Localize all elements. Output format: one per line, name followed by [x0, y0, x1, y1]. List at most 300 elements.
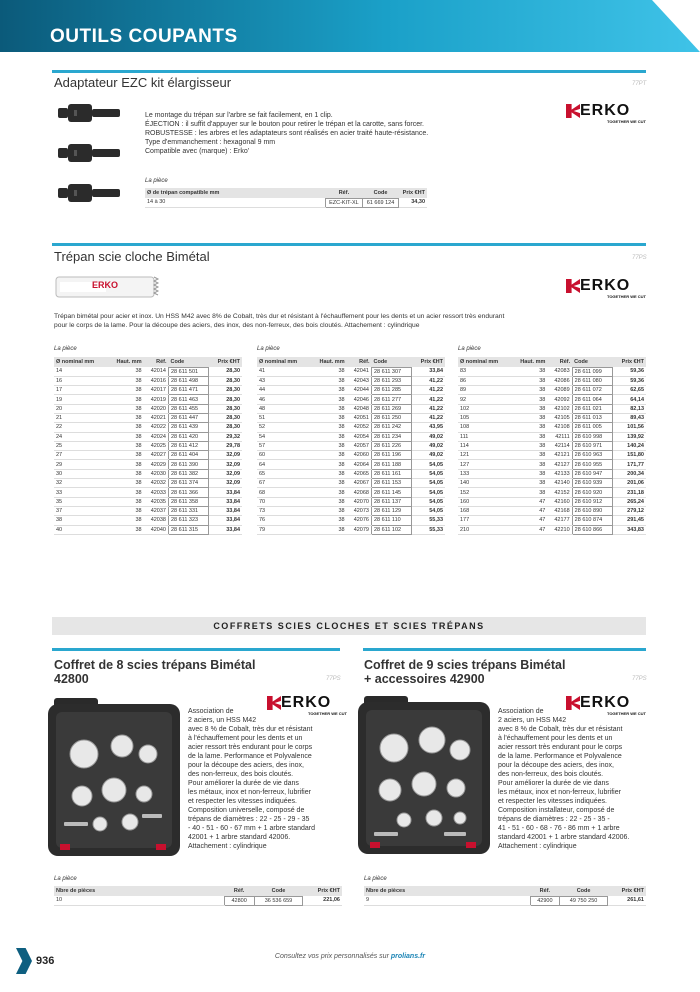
table-row — [257, 497, 445, 506]
header-corner — [652, 0, 700, 52]
erko-logo — [566, 102, 646, 124]
cell: 38 — [310, 497, 347, 506]
price-cell: 151,80 — [613, 451, 646, 460]
desc-line: des non-ferreux, des bois cloutés. — [188, 771, 294, 778]
cell: 70 — [257, 497, 310, 506]
cell: 38 — [107, 525, 144, 534]
cell: 38 — [107, 376, 144, 385]
col-header: Haut. mm — [107, 357, 144, 367]
desc-line: des non-ferreux, des bois cloutés. — [498, 771, 604, 778]
cell: 42033 — [144, 488, 169, 497]
cell: 42177 — [547, 516, 572, 525]
cell: 38 — [107, 432, 144, 441]
cell: 42076 — [347, 516, 372, 525]
cell: 42057 — [347, 441, 372, 450]
table-row — [364, 896, 646, 905]
erko-k-icon — [566, 279, 580, 293]
cell: 38 — [310, 451, 347, 460]
cell: 38 — [310, 432, 347, 441]
desc-line: à l'échauffement pour les dents et un — [188, 735, 303, 742]
price-cell: 41,22 — [412, 404, 445, 413]
col-header: Ø nominal mm — [54, 357, 107, 367]
cell: 38 — [511, 441, 547, 450]
cell: 44 — [257, 386, 310, 395]
price-cell: 33,84 — [209, 506, 242, 515]
price-cell: 291,45 — [613, 516, 646, 525]
price-cell: 33,84 — [209, 497, 242, 506]
cell: 42210 — [547, 525, 572, 534]
cell: 42016 — [144, 376, 169, 385]
cell: 42014 — [144, 367, 169, 376]
cell: 42022 — [144, 423, 169, 432]
page-title: OUTILS COUPANTS — [50, 26, 238, 47]
cell: 42070 — [347, 497, 372, 506]
table-row — [257, 423, 445, 432]
cell: 42102 — [547, 404, 572, 413]
cell: 28 611 323 — [168, 516, 208, 525]
cell: 49 750 250 — [560, 896, 608, 905]
cell: EZC-KIT-XL — [325, 198, 363, 207]
cell: 28 611 498 — [168, 376, 208, 385]
col-header: Réf. — [144, 357, 169, 367]
cell: 42021 — [144, 413, 169, 422]
cell: 28 610 912 — [572, 497, 613, 506]
cell: 42073 — [347, 506, 372, 515]
table-row — [54, 497, 242, 506]
cell: 42086 — [547, 376, 572, 385]
section-divider — [52, 648, 340, 651]
price-cell: 32,09 — [209, 451, 242, 460]
cell: 73 — [257, 506, 310, 515]
price-cell: 55,33 — [412, 525, 445, 534]
cell: 42038 — [144, 516, 169, 525]
table-row — [54, 441, 242, 450]
cell: 38 — [310, 441, 347, 450]
cell: 60 — [257, 451, 310, 460]
col-header: Code — [371, 357, 411, 367]
cell: 42052 — [347, 423, 372, 432]
table-row — [458, 469, 646, 478]
desc-line: standard 42001 + 1 arbre standard 42006. — [498, 834, 630, 841]
table-row — [54, 423, 242, 432]
cell: 28 610 963 — [572, 451, 613, 460]
cell: 38 — [107, 423, 144, 432]
kit2-code: 77PS — [632, 676, 647, 682]
cell: 28 610 955 — [572, 460, 613, 469]
cell: 38 — [107, 488, 144, 497]
cell: 28 611 005 — [572, 423, 613, 432]
cell: 140 — [458, 479, 511, 488]
cell: 42092 — [547, 395, 572, 404]
cell: 83 — [458, 367, 511, 376]
desc-line: Attachement : cylindrique — [188, 843, 267, 850]
price-cell: 101,56 — [613, 423, 646, 432]
col-header: Réf. — [224, 886, 254, 896]
cell: 28 611 242 — [371, 423, 411, 432]
desc-line: les métaux, inox et non-ferreux, lubrifier — [498, 789, 621, 796]
cell: 47 — [511, 516, 547, 525]
kit2-title-line1: Coffret de 9 scies trépans Bimétal — [364, 658, 566, 672]
cell: 89 — [458, 386, 511, 395]
cell: 42017 — [144, 386, 169, 395]
holesaw-table — [257, 357, 445, 535]
cell: 27 — [54, 451, 107, 460]
price-cell: 200,34 — [613, 469, 646, 478]
cell: 30 — [54, 469, 107, 478]
footer-note — [0, 953, 700, 960]
desc-line: trépans de diamètres : 22 - 25 - 35 - — [498, 816, 610, 823]
cell: 127 — [458, 460, 511, 469]
cell: 28 611 110 — [371, 516, 411, 525]
cell: 38 — [310, 386, 347, 395]
cell: 38 — [310, 469, 347, 478]
unit-label: La pièce — [54, 876, 77, 882]
cell: 121 — [458, 451, 511, 460]
desc-line: Pour améliorer la durée de vie dans — [188, 780, 299, 787]
table-row — [54, 395, 242, 404]
col-header: Prix €HT — [613, 357, 646, 367]
cell: 111 — [458, 432, 511, 441]
cell: 28 611 153 — [371, 479, 411, 488]
cell: 92 — [458, 395, 511, 404]
section1-description — [145, 111, 585, 156]
col-header: Nbre de pièces — [364, 886, 530, 896]
price-cell: 139,92 — [613, 432, 646, 441]
cell: 22 — [54, 423, 107, 432]
cell: 42020 — [144, 404, 169, 413]
unit-label: La pièce — [364, 876, 387, 882]
cell: 41 — [257, 367, 310, 376]
section-divider — [52, 70, 646, 73]
brand-tagline: TOGETHER WE CUT — [606, 711, 646, 717]
desc-line: 2 aciers, un HSS M42 — [188, 717, 257, 724]
desc-line: avec 8 % de Cobalt, très dur et résistant — [188, 726, 313, 733]
col-header: Réf. — [530, 886, 560, 896]
table-row — [458, 386, 646, 395]
table-row — [54, 404, 242, 413]
price-cell: 34,30 — [398, 198, 427, 207]
cell: 54 — [257, 432, 310, 441]
cell: 28 611 102 — [371, 525, 411, 534]
kit1-table — [54, 886, 342, 906]
cell: 42046 — [347, 395, 372, 404]
cell: 42060 — [347, 451, 372, 460]
col-header: Code — [254, 886, 302, 896]
cell: 42152 — [547, 488, 572, 497]
price-cell: 33,84 — [209, 516, 242, 525]
cell: 51 — [257, 413, 310, 422]
table-row — [257, 432, 445, 441]
col-header: Prix €HT — [398, 188, 427, 198]
cell: 28 611 277 — [371, 395, 411, 404]
cell: 28 611 137 — [371, 497, 411, 506]
desc-line: de la lame. Performance et Polyvalence — [498, 753, 622, 760]
footer-link[interactable]: prolians.fr — [390, 953, 426, 960]
cell: 38 — [310, 423, 347, 432]
table-row — [458, 497, 646, 506]
cell: 38 — [107, 367, 144, 376]
cell: 42027 — [144, 451, 169, 460]
table-row — [257, 488, 445, 497]
cell: 28 611 404 — [168, 451, 208, 460]
price-cell: 28,30 — [209, 423, 242, 432]
brand-name: ERKO — [580, 277, 631, 294]
section-divider — [52, 243, 646, 246]
table-row — [458, 451, 646, 460]
cell: 28 610 998 — [572, 432, 613, 441]
table-row — [458, 460, 646, 469]
cell: 38 — [511, 423, 547, 432]
col-header: Prix €HT — [303, 886, 342, 896]
cell: 28 611 501 — [168, 367, 208, 376]
table-row — [458, 479, 646, 488]
cell: 79 — [257, 525, 310, 534]
cell: 42111 — [547, 432, 572, 441]
price-cell: 28,30 — [209, 367, 242, 376]
cell: 42168 — [547, 506, 572, 515]
table-row — [54, 479, 242, 488]
cell: 20 — [54, 404, 107, 413]
erko-logo — [566, 277, 646, 299]
cell: 68 — [257, 488, 310, 497]
cell: 38 — [511, 404, 547, 413]
cell: 28 611 161 — [371, 469, 411, 478]
price-cell: 32,09 — [209, 469, 242, 478]
page-chevron-icon — [16, 948, 32, 974]
table-row — [458, 367, 646, 376]
cell: 38 — [107, 441, 144, 450]
col-header: Code — [560, 886, 608, 896]
cell: 38 — [310, 516, 347, 525]
cell: 38 — [310, 367, 347, 376]
cell: 38 — [310, 413, 347, 422]
cell: 28 611 420 — [168, 432, 208, 441]
adapter-image — [52, 100, 124, 220]
cell: 42040 — [144, 525, 169, 534]
price-cell: 231,18 — [613, 488, 646, 497]
price-cell: 54,05 — [412, 460, 445, 469]
cell: 38 — [310, 404, 347, 413]
table-row — [458, 525, 646, 534]
cell: 10 — [54, 896, 224, 905]
desc-line: Type d'emmanchement : hexagonal 9 mm — [145, 139, 276, 146]
cell: 210 — [458, 525, 511, 534]
cell: 28 611 196 — [371, 451, 411, 460]
category-band: COFFRETS SCIES CLOCHES ET SCIES TRÉPANS — [52, 617, 646, 635]
price-cell: 82,13 — [613, 404, 646, 413]
table-row — [54, 367, 242, 376]
kit2-case-image — [354, 692, 494, 862]
section1-code: 77PT — [632, 81, 647, 87]
table-row — [257, 395, 445, 404]
price-cell: 55,33 — [412, 516, 445, 525]
cell: 38 — [310, 488, 347, 497]
col-header: Réf. — [325, 188, 363, 198]
col-header: Prix €HT — [209, 357, 242, 367]
price-cell: 28,30 — [209, 413, 242, 422]
kit1-title — [54, 658, 255, 686]
cell: 28 611 439 — [168, 423, 208, 432]
cell: 42900 — [530, 896, 560, 905]
cell: 38 — [107, 460, 144, 469]
cell: 28 611 226 — [371, 441, 411, 450]
cell: 61 669 124 — [363, 198, 398, 207]
cell: 38 — [310, 525, 347, 534]
price-cell: 33,84 — [209, 488, 242, 497]
cell: 28 611 447 — [168, 413, 208, 422]
unit-label: La pièce — [54, 346, 77, 352]
price-cell: 221,06 — [303, 896, 342, 905]
cell: 43 — [257, 376, 310, 385]
desc-line: pour la découpe des aciers, des inox, — [188, 762, 304, 769]
cell: 28 611 374 — [168, 479, 208, 488]
cell: 86 — [458, 376, 511, 385]
price-cell: 54,05 — [412, 506, 445, 515]
cell: 42140 — [547, 479, 572, 488]
holesaw-brand: ERKO — [92, 280, 119, 290]
table-row — [257, 479, 445, 488]
table-row — [458, 404, 646, 413]
price-cell: 171,77 — [613, 460, 646, 469]
cell: 38 — [107, 395, 144, 404]
section2-description — [54, 312, 654, 330]
kit1-case-image — [44, 694, 184, 864]
cell: 28 611 471 — [168, 386, 208, 395]
brand-name: ERKO — [281, 694, 332, 711]
cell: 65 — [257, 469, 310, 478]
cell: 38 — [310, 376, 347, 385]
col-header: Code — [363, 188, 398, 198]
col-header: Réf. — [547, 357, 572, 367]
table-row — [257, 525, 445, 534]
cell: 28 611 234 — [371, 432, 411, 441]
footer-text: Consultez vos prix personnalisés sur — [274, 953, 391, 960]
cell: 102 — [458, 404, 511, 413]
table-row — [54, 386, 242, 395]
cell: 36 536 659 — [254, 896, 302, 905]
cell: 28 611 293 — [371, 376, 411, 385]
cell: 42035 — [144, 497, 169, 506]
cell: 28 610 920 — [572, 488, 613, 497]
table-row — [54, 451, 242, 460]
price-cell: 49,02 — [412, 432, 445, 441]
price-cell: 28,30 — [209, 386, 242, 395]
cell: 42019 — [144, 395, 169, 404]
brand-tagline: TOGETHER WE CUT — [307, 711, 347, 717]
cell: 28 611 285 — [371, 386, 411, 395]
desc-line: avec 8 % de Cobalt, très dur et résistant — [498, 726, 623, 733]
cell: 14 — [54, 367, 107, 376]
col-header: Ø nominal mm — [458, 357, 511, 367]
cell: 42065 — [347, 469, 372, 478]
table-row — [458, 488, 646, 497]
cell: 57 — [257, 441, 310, 450]
cell: 35 — [54, 497, 107, 506]
price-cell: 54,05 — [412, 479, 445, 488]
cell: 42089 — [547, 386, 572, 395]
price-cell: 28,30 — [209, 404, 242, 413]
cell: 28 611 455 — [168, 404, 208, 413]
cell: 29 — [54, 460, 107, 469]
cell: 38 — [511, 395, 547, 404]
cell: 38 — [107, 451, 144, 460]
page-number: 936 — [36, 955, 55, 967]
brand-name: ERKO — [580, 694, 631, 711]
unit-label: La pièce — [145, 178, 168, 184]
desc-line: ROBUSTESSE : les arbres et les adaptateurs sont réalisés en acier traité haute-résistance. — [145, 130, 429, 137]
cell: 42121 — [547, 451, 572, 460]
cell: 38 — [511, 367, 547, 376]
desc-line: et respecter les vitesses indiquées. — [188, 798, 297, 805]
cell: 52 — [257, 423, 310, 432]
price-cell: 62,65 — [613, 386, 646, 395]
brand-tagline: TOGETHER WE CUT — [606, 119, 646, 125]
cell: 38 — [511, 460, 547, 469]
cell: 37 — [54, 506, 107, 515]
cell: 42044 — [347, 386, 372, 395]
table-row — [54, 469, 242, 478]
table-row — [257, 413, 445, 422]
cell: 42054 — [347, 432, 372, 441]
table-row — [458, 423, 646, 432]
price-cell: 343,83 — [613, 525, 646, 534]
cell: 160 — [458, 497, 511, 506]
table-row — [458, 506, 646, 515]
table-row — [54, 525, 242, 534]
price-cell: 64,14 — [613, 395, 646, 404]
cell: 152 — [458, 488, 511, 497]
cell: 42051 — [347, 413, 372, 422]
cell: 114 — [458, 441, 511, 450]
cell: 42024 — [144, 432, 169, 441]
table-row — [257, 376, 445, 385]
table-row — [458, 441, 646, 450]
price-cell: 54,05 — [412, 488, 445, 497]
desc-line: Composition installateur, composé de — [498, 807, 615, 814]
cell: 38 — [511, 469, 547, 478]
desc-line: ÉJECTION : il suffit d'appuyer sur le bouton pour retirer le trépan et la carotte, sans forcer. — [145, 121, 425, 128]
unit-label: La pièce — [458, 346, 481, 352]
kit2-table — [364, 886, 646, 906]
desc-line: Pour améliorer la durée de vie dans — [498, 780, 609, 787]
table-row — [54, 460, 242, 469]
cell: 28 611 382 — [168, 469, 208, 478]
cell: 9 — [364, 896, 530, 905]
desc-line: - 40 - 51 - 60 - 67 mm + 1 arbre standard — [188, 825, 316, 832]
cell: 28 611 269 — [371, 404, 411, 413]
cell: 28 611 366 — [168, 488, 208, 497]
cell: 33 — [54, 488, 107, 497]
cell: 47 — [511, 497, 547, 506]
cell: 28 611 129 — [371, 506, 411, 515]
table-row — [458, 376, 646, 385]
cell: 17 — [54, 386, 107, 395]
cell: 38 — [107, 479, 144, 488]
price-cell: 59,36 — [613, 376, 646, 385]
desc-line: acier ressort très endurant pour le corps — [498, 744, 623, 751]
col-header: Prix €HT — [412, 357, 445, 367]
page-header — [0, 0, 700, 60]
cell: 28 611 307 — [371, 367, 411, 376]
price-cell: 29,78 — [209, 441, 242, 450]
cell: 42133 — [547, 469, 572, 478]
holesaw-table — [54, 357, 242, 535]
col-header: Réf. — [347, 357, 372, 367]
price-cell: 279,12 — [613, 506, 646, 515]
kit2-title-line2: + accessoires 42900 — [364, 672, 485, 686]
cell: 38 — [54, 516, 107, 525]
cell: 28 611 072 — [572, 386, 613, 395]
